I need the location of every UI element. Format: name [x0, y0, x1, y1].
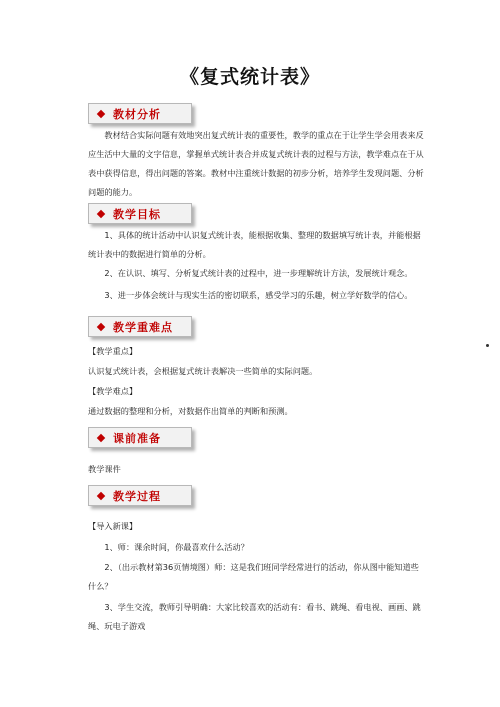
section-heading: 教学目标: [113, 207, 161, 221]
paragraph: 1、具体的统计活动中认识复式统计表，能根据收集、整理的数据填写统计表，并能根据统计表中的数据进行简单的分析。: [88, 230, 421, 259]
paragraph: 【教学难点】: [88, 386, 138, 396]
paragraph: 3、学生交流，教师引导明确：大家比较喜欢的活动有：看书、跳绳、看电视、画画、跳绳、玩电子游戏: [88, 602, 421, 631]
paragraph: 认识复式统计表，会根据复式统计表解决一些简单的实际问题。: [88, 366, 318, 376]
diamond-bullet-icon: [97, 109, 105, 117]
paragraph: 2、在认识、填写、分析复式统计表的过程中，进一步理解统计方法，发展统计观念。: [104, 268, 413, 278]
section-badge-process: [88, 485, 192, 506]
section-heading: 课前准备: [113, 431, 161, 445]
stray-dot-mark: [486, 344, 489, 347]
section-badge-key-points: [88, 316, 192, 337]
section-heading: 教学重难点: [113, 320, 173, 334]
paragraph: 1、师：课余时间，你最喜欢什么活动？: [104, 542, 249, 552]
paragraph: 【导入新课】: [88, 521, 138, 531]
section-badge-objectives: [88, 203, 192, 224]
paragraph: 通过数据的整理和分析，对数据作出简单的判断和预测。: [88, 406, 293, 416]
section-heading: 教材分析: [113, 107, 161, 121]
paragraph: 【教学重点】: [88, 346, 138, 356]
diamond-bullet-icon: [97, 209, 105, 217]
diamond-bullet-icon: [97, 491, 105, 499]
section-badge-materials: [88, 103, 192, 124]
diamond-bullet-icon: [97, 433, 105, 441]
page-title: 《复式统计表》: [179, 66, 320, 88]
diamond-bullet-icon: [97, 322, 105, 330]
paragraph: 教材结合实际问题有效地突出复式统计表的重要性，教学的重点在于让学生学会用表来反应生活中大量的文字信息，掌握单式统计表合并成复式统计表的过程与方法，教学难点在于从表中获得信息，得出问题的答案。教材中注重统计数据的初步分析，培养学生发现问题、分析问题的能力。: [88, 130, 424, 197]
paragraph: 教学课件: [88, 464, 121, 474]
section-badge-preparation: [88, 427, 192, 448]
paragraph: 3、进一步体会统计与现实生活的密切联系，感受学习的乐趣，树立学好数学的信心。: [104, 290, 413, 300]
paragraph: 2、（出示教材第36页情境图）师：这是我们班同学经常进行的活动，你从图中能知道些什么？: [88, 562, 419, 591]
section-heading: 教学过程: [113, 489, 161, 503]
